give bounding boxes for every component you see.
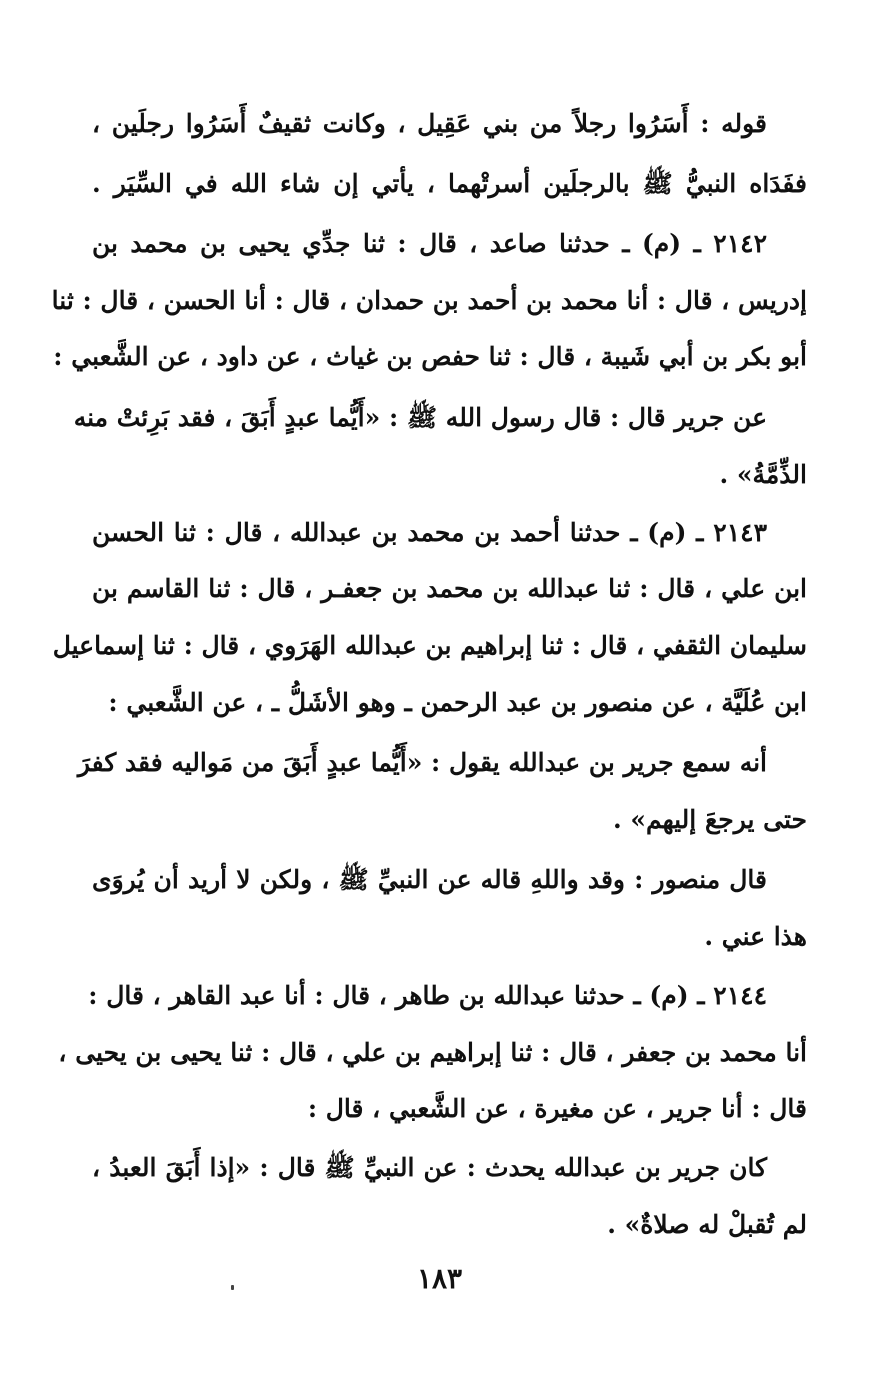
text-line: ففَدَاه النبيُّ ﷺ بالرجلَين أسرتْهما ، يأتي إن شاء الله في السِّيَر . (92, 169, 807, 198)
hadith-header-2142: ٢١٤٢ ـ (م) ـ حدثنا صاعد ، قال : ثنا جدِّي يحيى بن محمد بن (92, 229, 767, 258)
hadith-text-line: كان جرير بن عبدالله يحدث : عن النبيِّ ﷺ قال : «إذا أَبَقَ العبدُ ، (92, 1153, 767, 1182)
text-line: أبو بكر بن أبي شَيبة ، قال : ثنا حفص بن غياث ، عن داود ، عن الشَّعبي : (53, 342, 807, 371)
text-line: أنا محمد بن جعفر ، قال : ثنا إبراهيم بن علي ، قال : ثنا يحيى بن يحيى ، (58, 1038, 807, 1067)
hadith-text-line: لم تُقبلْ له صلاةٌ» . (607, 1210, 807, 1239)
scan-speck (231, 1285, 234, 1290)
text-line: ابن علي ، قال : ثنا عبدالله بن محمد بن جعفـر ، قال : ثنا القاسم بن (92, 574, 807, 603)
text-line: قال منصور : وقد واللهِ قاله عن النبيِّ ﷺ ، ولكن لا أريد أن يُروَى (92, 865, 767, 894)
hadith-text-line: عن جرير قال : قال رسول الله ﷺ : «أَيُّما عبدٍ أَبَقَ ، فقد بَرِئتْ منه (73, 403, 767, 432)
text-line: ابن عُلَيَّة ، عن منصور بن عبد الرحمن ـ وهو الأشَلُّ ـ ، عن الشَّعبي : (108, 688, 807, 717)
hadith-text-line: حتى يرجعَ إليهم» . (612, 805, 807, 834)
hadith-header-2144: ٢١٤٤ ـ (م) ـ حدثنا عبدالله بن طاهر ، قال : أنا عبد القاهر ، قال : (88, 981, 767, 1010)
text-line: قال : أنا جرير ، عن مغيرة ، عن الشَّعبي ، قال : (307, 1094, 807, 1123)
text-line: إدريس ، قال : أنا محمد بن أحمد بن حمدان ، قال : أنا الحسن ، قال : ثنا (51, 286, 807, 315)
hadith-header-2143: ٢١٤٣ ـ (م) ـ حدثنا أحمد بن محمد بن عبدالله ، قال : ثنا الحسن (92, 518, 767, 547)
hadith-text-line: الذِّمَّةُ» . (719, 460, 807, 489)
text-line: سليمان الثقفي ، قال : ثنا إبراهيم بن عبدالله الهَرَوي ، قال : ثنا إسماعيل (52, 631, 807, 660)
text-line: قوله : أَسَرُوا رجلاً من بني عَقِيل ، وكانت ثقيفٌ أَسَرُوا رجلَين ، (92, 109, 767, 138)
hadith-text-line: أنه سمع جرير بن عبدالله يقول : «أَيُّما عبدٍ أَبَقَ من مَواليه فقد كفرَ (77, 748, 767, 777)
text-line: هذا عني . (704, 922, 807, 951)
page-number: ١٨٣ (416, 1262, 463, 1295)
